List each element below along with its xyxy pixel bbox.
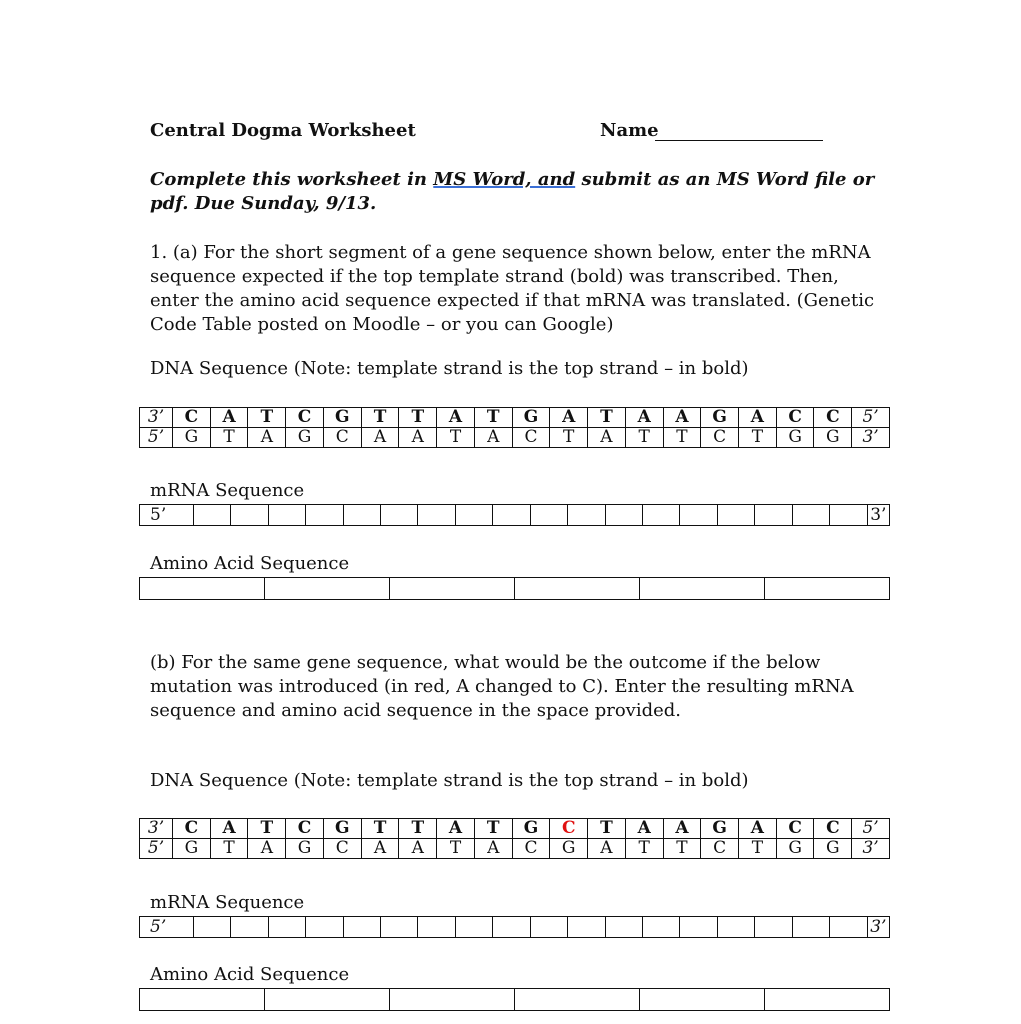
mrna-five-prime-label: 5’ <box>140 917 194 938</box>
name-blank-line[interactable] <box>655 140 823 141</box>
q1a-amino-label: Amino Acid Sequence <box>150 553 350 574</box>
mrna-input-cell[interactable] <box>792 917 829 938</box>
amino-acid-input-cell[interactable] <box>515 578 640 600</box>
coding-base-cell: T <box>437 839 475 859</box>
mrna-input-cell[interactable] <box>193 505 230 526</box>
name-label: Name <box>600 120 659 141</box>
coding-base-cell: T <box>210 839 248 859</box>
template-base-cell: A <box>437 819 475 839</box>
coding-base-cell: T <box>739 839 777 859</box>
mrna-three-prime-label: 3’ <box>867 917 889 938</box>
template-base-cell: T <box>399 819 437 839</box>
amino-acid-input-cell[interactable] <box>265 989 390 1011</box>
template-base-cell: A <box>625 819 663 839</box>
template-base-cell: T <box>248 819 286 839</box>
q1a-amino-row <box>140 578 890 600</box>
amino-acid-input-cell[interactable] <box>390 578 515 600</box>
mrna-three-prime-label: 3’ <box>867 505 889 526</box>
mrna-input-cell[interactable] <box>530 917 567 938</box>
mrna-input-cell[interactable] <box>380 917 417 938</box>
template-base-cell: T <box>361 408 399 428</box>
coding-base-cell: G <box>776 839 814 859</box>
amino-acid-input-cell[interactable] <box>765 989 890 1011</box>
mrna-input-cell[interactable] <box>643 917 680 938</box>
q1b-mrna-table <box>139 916 890 938</box>
instructions-part2: submit as an MS Word file or pdf. Due Sunday, 9/13. <box>150 169 875 214</box>
q1b-template-strand <box>140 819 890 839</box>
coding-base-cell: A <box>474 428 512 448</box>
template-base-cell: C <box>286 819 324 839</box>
mrna-input-cell[interactable] <box>755 917 792 938</box>
template-base-cell: T <box>248 408 286 428</box>
mrna-five-prime-label: 5’ <box>140 505 194 526</box>
template-base-cell: G <box>323 408 361 428</box>
q1a-mrna-row <box>140 505 890 526</box>
coding-base-cell: G <box>286 428 324 448</box>
mrna-input-cell[interactable] <box>493 917 530 938</box>
q1b-amino-table <box>139 988 890 1011</box>
mrna-input-cell[interactable] <box>830 505 867 526</box>
mrna-input-cell[interactable] <box>755 505 792 526</box>
q1b-amino-label: Amino Acid Sequence <box>150 964 350 985</box>
coding-base-cell: T <box>625 428 663 448</box>
coding-base-cell: 3’ <box>852 428 890 448</box>
mrna-input-cell[interactable] <box>605 917 642 938</box>
q1a-template-strand <box>140 408 890 428</box>
template-base-cell: A <box>625 408 663 428</box>
mrna-input-cell[interactable] <box>568 917 605 938</box>
ms-word-link[interactable]: MS Word, and <box>433 169 576 190</box>
amino-acid-input-cell[interactable] <box>390 989 515 1011</box>
q1a-dna-label: DNA Sequence (Note: template strand is the top strand – in bold) <box>150 358 749 379</box>
coding-base-cell: G <box>286 839 324 859</box>
amino-acid-input-cell[interactable] <box>640 989 765 1011</box>
q1a-dna-table <box>139 407 890 448</box>
mrna-input-cell[interactable] <box>231 917 268 938</box>
coding-base-cell: C <box>701 428 739 448</box>
template-base-cell: G <box>512 408 550 428</box>
mrna-input-cell[interactable] <box>830 917 867 938</box>
mrna-input-cell[interactable] <box>268 505 305 526</box>
coding-base-cell: G <box>776 428 814 448</box>
coding-base-cell: C <box>512 839 550 859</box>
amino-acid-input-cell[interactable] <box>515 989 640 1011</box>
template-base-cell: C <box>776 408 814 428</box>
coding-base-cell: T <box>210 428 248 448</box>
coding-base-cell: T <box>663 428 701 448</box>
coding-base-cell: 5’ <box>140 428 173 448</box>
mrna-input-cell[interactable] <box>605 505 642 526</box>
q1b-mrna-row <box>140 917 890 938</box>
coding-base-cell: A <box>248 839 286 859</box>
coding-base-cell: C <box>512 428 550 448</box>
template-base-cell: T <box>588 408 626 428</box>
template-base-cell: A <box>210 819 248 839</box>
coding-base-cell: G <box>550 839 588 859</box>
coding-base-cell: G <box>814 428 852 448</box>
mrna-input-cell[interactable] <box>455 505 492 526</box>
mrna-input-cell[interactable] <box>680 505 717 526</box>
q1b-dna-table <box>139 818 890 859</box>
q1a-mrna-label: mRNA Sequence <box>150 480 305 501</box>
mrna-input-cell[interactable] <box>455 917 492 938</box>
coding-base-cell: G <box>814 839 852 859</box>
coding-base-cell: C <box>323 428 361 448</box>
q1b-coding-strand <box>140 839 890 859</box>
template-base-cell: T <box>474 819 512 839</box>
mrna-input-cell[interactable] <box>193 917 230 938</box>
mrna-input-cell[interactable] <box>306 505 343 526</box>
coding-base-cell: A <box>588 428 626 448</box>
coding-base-cell: A <box>399 428 437 448</box>
template-base-cell: A <box>210 408 248 428</box>
template-base-cell: A <box>437 408 475 428</box>
mrna-input-cell[interactable] <box>530 505 567 526</box>
amino-acid-input-cell[interactable] <box>140 578 265 600</box>
mrna-input-cell[interactable] <box>306 917 343 938</box>
template-base-cell: G <box>701 819 739 839</box>
q1a-mrna-table <box>139 504 890 526</box>
template-base-cell: 5’ <box>852 408 890 428</box>
amino-acid-input-cell[interactable] <box>765 578 890 600</box>
q1a-amino-table <box>139 577 890 600</box>
template-base-cell: G <box>701 408 739 428</box>
coding-base-cell: A <box>588 839 626 859</box>
question-1b-text: (b) For the same gene sequence, what would be the outcome if the below mutation was introduced (in red, A changed to C). Enter the resulting mRNA sequence and amino acid sequence in the space provided. <box>150 652 854 721</box>
coding-base-cell: T <box>437 428 475 448</box>
template-base-cell: T <box>588 819 626 839</box>
coding-base-cell: T <box>625 839 663 859</box>
coding-base-cell: G <box>173 839 211 859</box>
template-base-cell: C <box>286 408 324 428</box>
amino-acid-input-cell[interactable] <box>265 578 390 600</box>
template-base-cell: A <box>739 819 777 839</box>
mrna-input-cell[interactable] <box>493 505 530 526</box>
template-base-cell: G <box>512 819 550 839</box>
coding-base-cell: C <box>323 839 361 859</box>
question-1a-text: 1. (a) For the short segment of a gene sequence shown below, enter the mRNA sequence expected if the top template strand (bold) was transcribed. Then, enter the amino acid sequence expected if that mRNA was translated. (Genetic Code Table posted on Moodle – or you can Google) <box>150 242 875 335</box>
template-base-cell: A <box>663 408 701 428</box>
mrna-input-cell[interactable] <box>717 505 754 526</box>
mrna-input-cell[interactable] <box>380 505 417 526</box>
instructions <box>150 168 890 216</box>
instructions-part1: Complete this worksheet in <box>150 169 434 190</box>
template-base-cell: A <box>739 408 777 428</box>
amino-acid-input-cell[interactable] <box>140 989 265 1011</box>
template-base-cell: C <box>173 408 211 428</box>
coding-base-cell: G <box>173 428 211 448</box>
mrna-input-cell[interactable] <box>343 505 380 526</box>
coding-base-cell: A <box>248 428 286 448</box>
mrna-input-cell[interactable] <box>568 505 605 526</box>
template-base-cell: C <box>814 408 852 428</box>
template-base-cell: G <box>323 819 361 839</box>
coding-base-cell: A <box>361 428 399 448</box>
template-base-cell: C <box>776 819 814 839</box>
template-base-cell: T <box>399 408 437 428</box>
template-base-cell: 3’ <box>140 408 173 428</box>
template-base-cell: C <box>814 819 852 839</box>
template-base-cell: T <box>474 408 512 428</box>
coding-base-cell: 5’ <box>140 839 173 859</box>
coding-base-cell: C <box>701 839 739 859</box>
mrna-input-cell[interactable] <box>680 917 717 938</box>
q1b-mrna-label: mRNA Sequence <box>150 892 305 913</box>
mutated-base-cell: C <box>550 819 588 839</box>
q1a-coding-strand <box>140 428 890 448</box>
template-base-cell: C <box>173 819 211 839</box>
mrna-input-cell[interactable] <box>268 917 305 938</box>
mrna-input-cell[interactable] <box>643 505 680 526</box>
coding-base-cell: T <box>739 428 777 448</box>
template-base-cell: T <box>361 819 399 839</box>
coding-base-cell: T <box>663 839 701 859</box>
mrna-input-cell[interactable] <box>792 505 829 526</box>
coding-base-cell: 3’ <box>852 839 890 859</box>
template-base-cell: A <box>663 819 701 839</box>
amino-acid-input-cell[interactable] <box>640 578 765 600</box>
q1b-dna-label: DNA Sequence (Note: template strand is the top strand – in bold) <box>150 770 749 791</box>
mrna-input-cell[interactable] <box>231 505 268 526</box>
coding-base-cell: A <box>361 839 399 859</box>
template-base-cell: 5’ <box>852 819 890 839</box>
mrna-input-cell[interactable] <box>717 917 754 938</box>
coding-base-cell: A <box>399 839 437 859</box>
coding-base-cell: A <box>474 839 512 859</box>
mrna-input-cell[interactable] <box>418 917 455 938</box>
worksheet-title: Central Dogma Worksheet <box>150 120 416 141</box>
template-base-cell: 3’ <box>140 819 173 839</box>
mrna-input-cell[interactable] <box>418 505 455 526</box>
q1b-amino-row <box>140 989 890 1011</box>
coding-base-cell: T <box>550 428 588 448</box>
mrna-input-cell[interactable] <box>343 917 380 938</box>
template-base-cell: A <box>550 408 588 428</box>
